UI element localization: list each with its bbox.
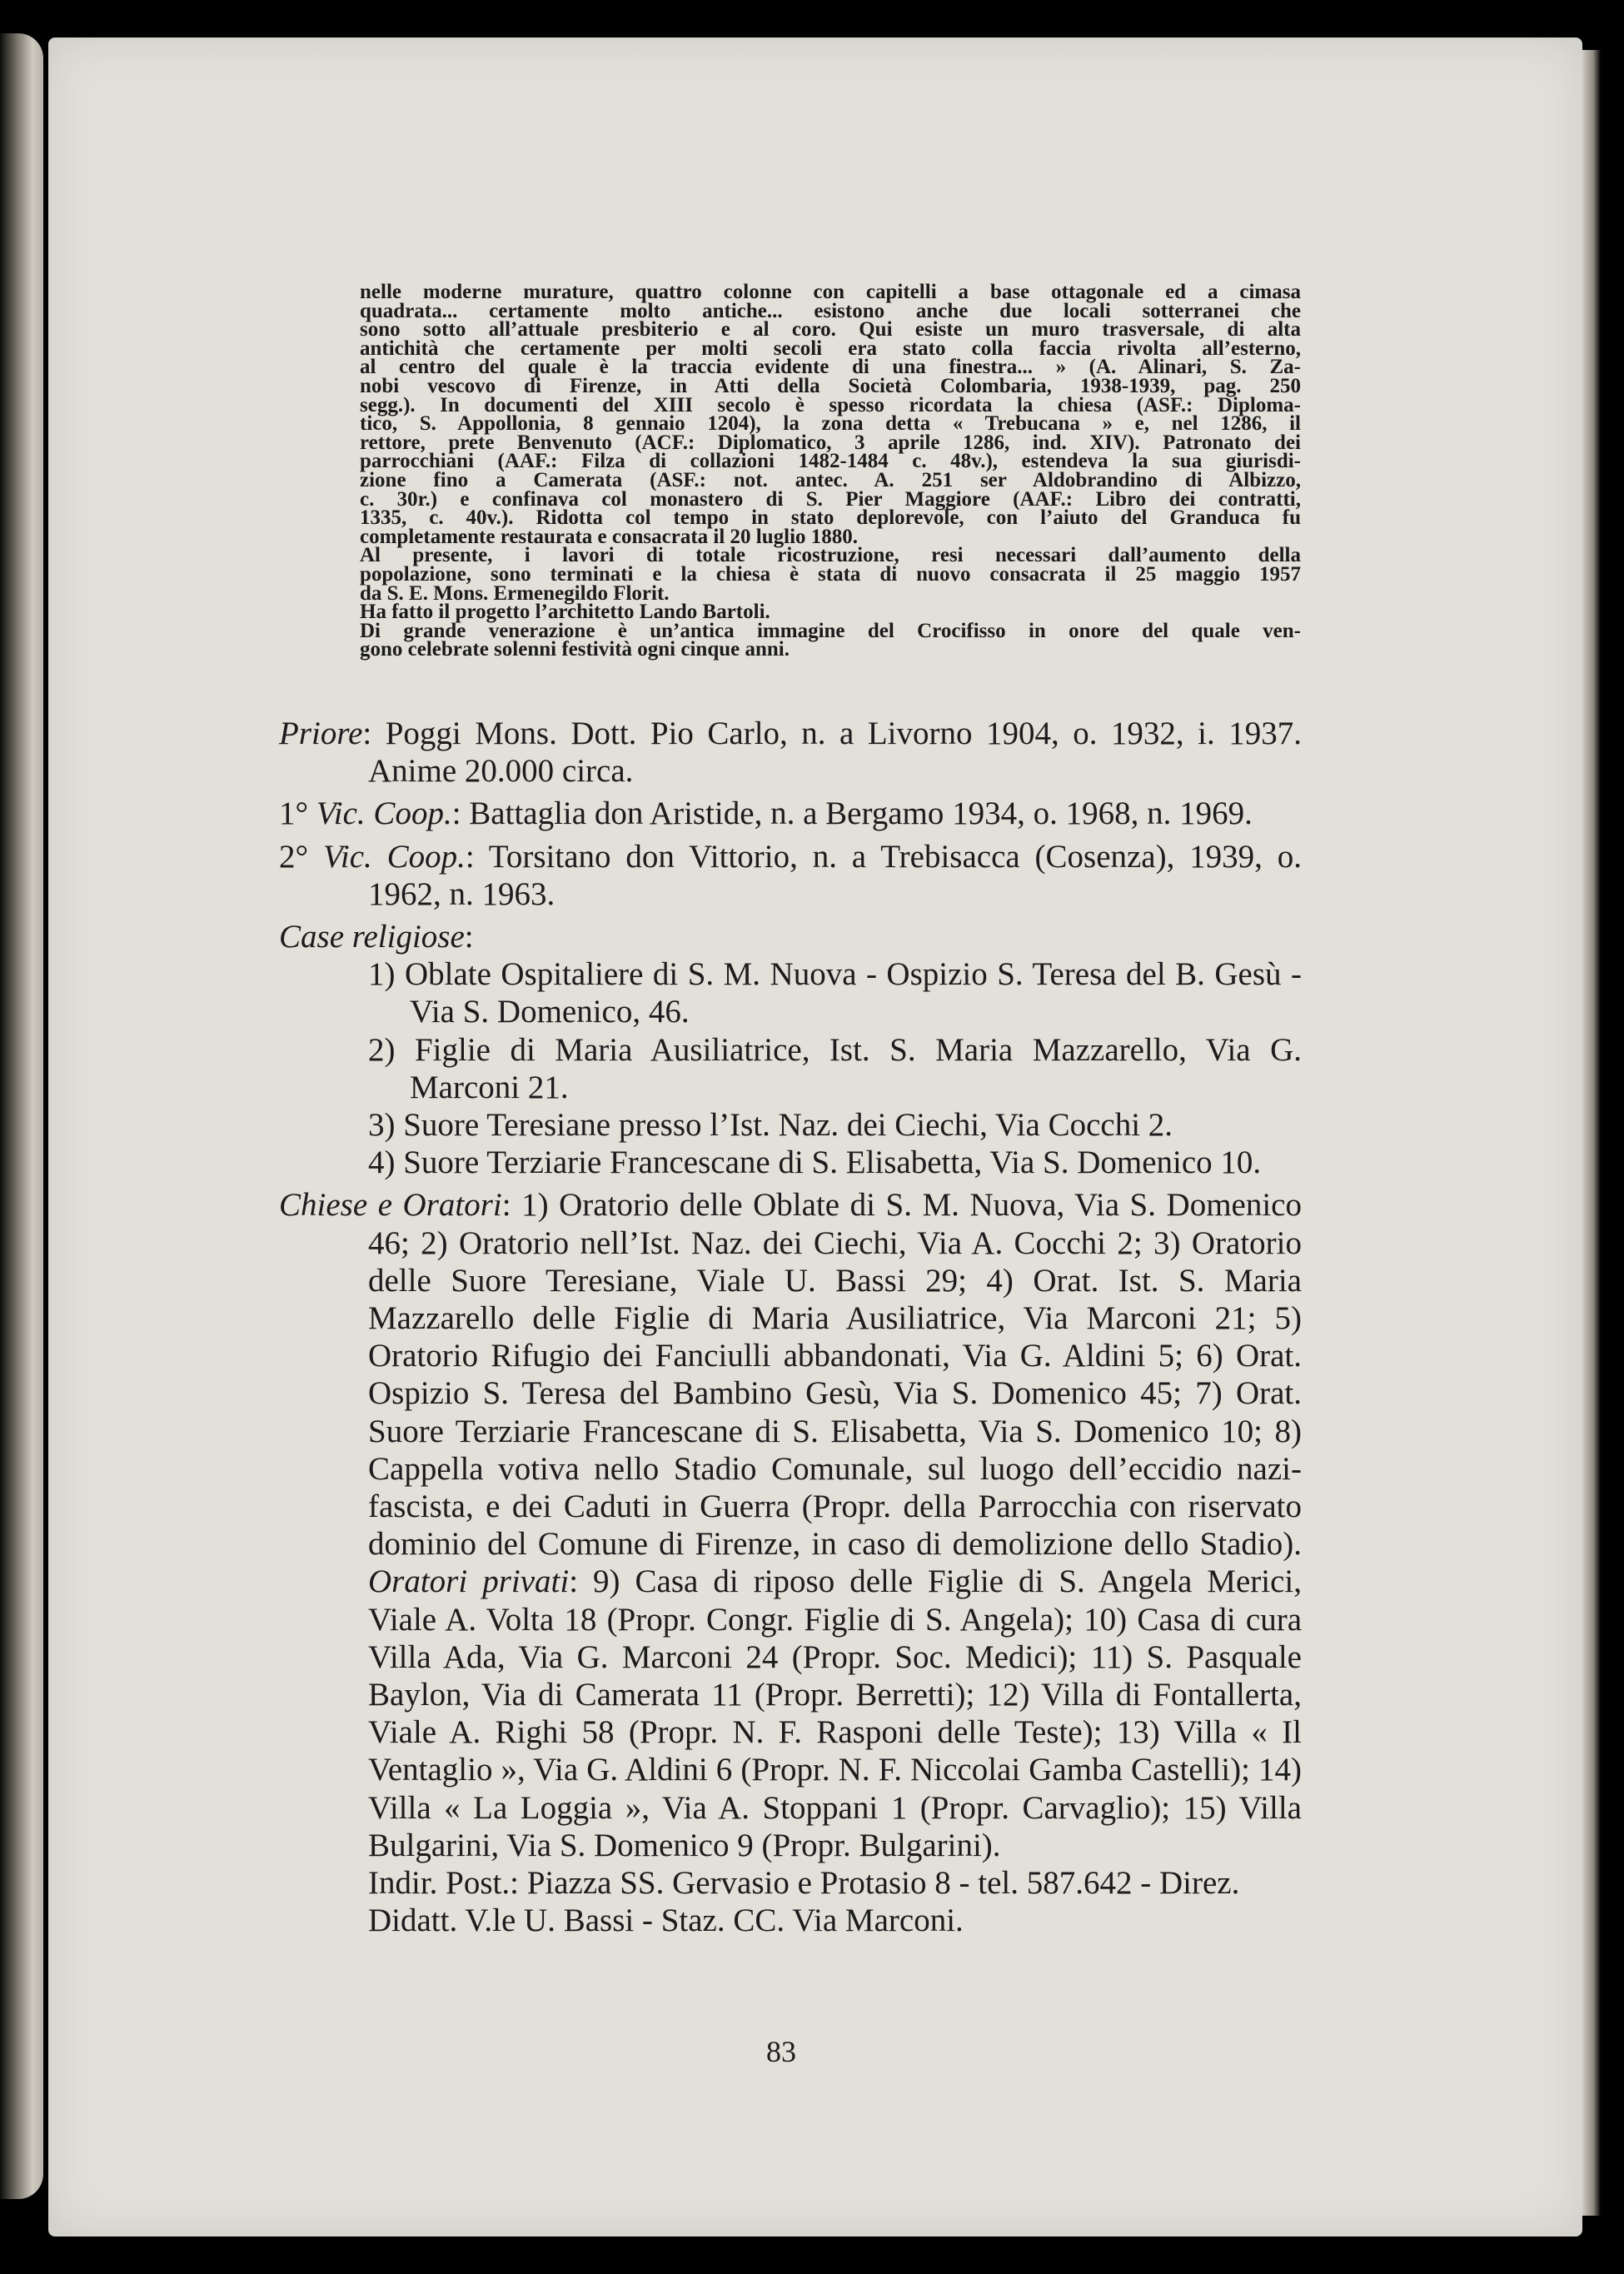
footnote-line: da S. E. Mons. Ermenegildo Florit. (360, 581, 670, 605)
priore-entry (279, 715, 1302, 790)
footnote-line: antichità che certamente per molti secoli era stato colla faccia rivolta all’esterno, (360, 337, 1301, 360)
list-item: 2) Figlie di Maria Ausiliatrice, Ist. S. Maria Mazzarello, Via G. Marconi 21. (368, 1031, 1302, 1105)
footnote-line: tico, S. Appollonia, 8 gennaio 1204), la zona detta « Trebucana » e, nel 1286, il (360, 412, 1301, 436)
priore-text: : Poggi Mons. Dott. Pio Carlo, n. a Livorno 1904, o. 1932, i. 1937. Anime 20.000 circa. (362, 716, 1302, 790)
footnote-line: segg.). In documenti del XIII secolo è spesso ricordata la chiesa (ASF.: Diploma- (360, 393, 1301, 416)
footnote-line: parrocchiani (AAF.: Filza di collazioni 1482-1484 c. 48v.), estendeva la sua giurisdi- (360, 450, 1301, 473)
postal-address: Indir. Post.: Piazza SS. Gervasio e Protasio 8 - tel. 587.642 - Direz. Didatt. V.le U. Bassi - Staz. CC. Via Marconi. (368, 1865, 1240, 1939)
chiese-e-oratori-entry (279, 1186, 1302, 1864)
priore-label: Priore (279, 716, 363, 751)
oratori-privati-label: Oratori privati (368, 1563, 570, 1600)
vic-coop-1-text: : Battaglia don Aristide, n. a Bergamo 1934, o. 1968, n. 1969. (451, 795, 1253, 832)
vic-coop-label: Vic. Coop. (316, 795, 452, 832)
ordinal: 2° (279, 838, 309, 875)
list-item: 3) Suore Teresiane presso l’Ist. Naz. dei Ciechi, Via Cocchi 2. (368, 1107, 1173, 1144)
list-item: 4) Suore Terziarie Francescane di S. Elisabetta, Via S. Domenico 10. (368, 1144, 1262, 1181)
footnote-line: rettore, prete Benvenuto (ACF.: Diplomatico, 3 aprile 1286, ind. XIV). Patronato dei (360, 431, 1301, 454)
footnote-line: c. 30r.) e confinava col monastero di S. Pier Maggiore (AAF.: Libro dei contratti, (360, 487, 1301, 511)
footnote-line: gono celebrate solenni festività ogni cinque anni. (360, 638, 790, 661)
vic-coop-label: Vic. Coop. (322, 838, 466, 875)
list-item: 1) Oblate Ospitaliere di S. M. Nuova - Ospizio S. Teresa del B. Gesù - Via S. Domenico, 46. (368, 956, 1302, 1030)
vic-coop-2-entry (279, 838, 1302, 913)
footnote-line: nelle moderne murature, quattro colonne con capitelli a base ottagonale ed a cimasa (360, 281, 1301, 303)
footnote-line: nobi vescovo di Firenze, in Atti della Società Colombaria, 1938-1939, pag. 250 (360, 374, 1301, 397)
previous-page-edge (0, 33, 43, 2199)
parish-entry (279, 715, 1302, 1940)
vic-coop-1-entry (279, 795, 1302, 832)
page-number: 83 (766, 2035, 796, 2068)
ordinal: 1° (279, 795, 309, 832)
chiese-heading: Chiese e Oratori (279, 1187, 502, 1224)
page-right-edge (1582, 50, 1601, 2216)
footnote-line: quadrata... certamente molto antiche... esistono anche due locali sotterranei che (360, 299, 1301, 322)
footnote-line: popolazione, sono terminati e la chiesa è stata di nuovo consacrata il 25 maggio 1957 (360, 562, 1301, 586)
footnote-line: completamente restaurata e consacrata il 20 luglio 1880. (360, 525, 859, 548)
footnote-line: 1335, c. 40v.). Ridotta col tempo in stato deplorevole, con l’aiuto del Granduca fu (360, 506, 1301, 530)
footnote-block (360, 283, 1301, 660)
footnote-line: Ha fatto il progetto l’architetto Lando Bartoli. (360, 601, 770, 624)
footnote-line: sono sotto all’attuale presbiterio e al coro. Qui esiste un muro trasversale, di alta (360, 318, 1301, 342)
footnote-line: Al presente, i lavori di totale ricostruzione, resi necessari dall’aumento della (360, 544, 1301, 567)
footnote-line: Di grande venerazione è un’antica immagine del Crocifisso in onore del quale ven- (360, 619, 1301, 642)
vic-coop-2-text: : Torsitano don Vittorio, n. a Trebisacca (Cosenza), 1939, o. 1962, n. 1963. (368, 838, 1302, 912)
oratori-privati-text: : 9) Casa di riposo delle Figlie di S. Angela Merici, Viale A. Volta 18 (Propr. Congr. Figlie di S. Angela); 10) Casa di cura Villa Ada, Via G. Marconi 24 (Propr. Soc. Medici); 11) S. Pasquale Baylon, Via di Camerata 11 (Propr. Berretti); 12) Villa di Fontallerta, Viale A. Righi 58 (Propr. N. F. Rasponi delle Teste); 13) Villa « Il Ventaglio », Via G. Aldini 6 (Propr. N. F. Niccolai Gamba Castelli); 14) Villa « La Loggia », Via A. Stoppani 1 (Propr. Carvaglio); 15) Villa Bulgarini, Via S. Domenico 9 (Propr. Bulgarini). (368, 1563, 1303, 1863)
footnote-line: al centro del quale è la traccia evidente di una finestra... » (A. Alinari, S. Za- (360, 356, 1301, 379)
chiese-text: : 1) Oratorio delle Oblate di S. M. Nuova, Via S. Domenico 46; 2) Oratorio nell’Ist. Naz. dei Ciechi, Via A. Cocchi 2; 3) Oratorio delle Suore Teresiane, Viale U. Bassi 29; 4) Orat. Ist. S. Maria Mazzarello delle Figlie di Maria Ausiliatrice, Via Marconi 21; 5) Oratorio Rifugio dei Fanciulli abbandonati, Via G. Aldini 5; 6) Orat. Ospizio S. Teresa del Bambino Gesù, Via S. Domenico 45; 7) Orat. Suore Terziarie Francescane di S. Elisabetta, Via S. Domenico 10; 8) Cappella votiva nello Stadio Comunale, sul luogo dell’eccidio nazi-fascista, e dei Caduti in Guerra (Propr. della Parrocchia con riservato dominio del Comune di Firenze, in caso di demolizione dello Stadio). (368, 1187, 1302, 1563)
footnote-line: zione fino a Camerata (ASF.: not. antec. A. 251 ser Aldobrandino di Albizzo, (360, 468, 1301, 491)
case-religiose-heading: Case religiose: (279, 919, 474, 955)
